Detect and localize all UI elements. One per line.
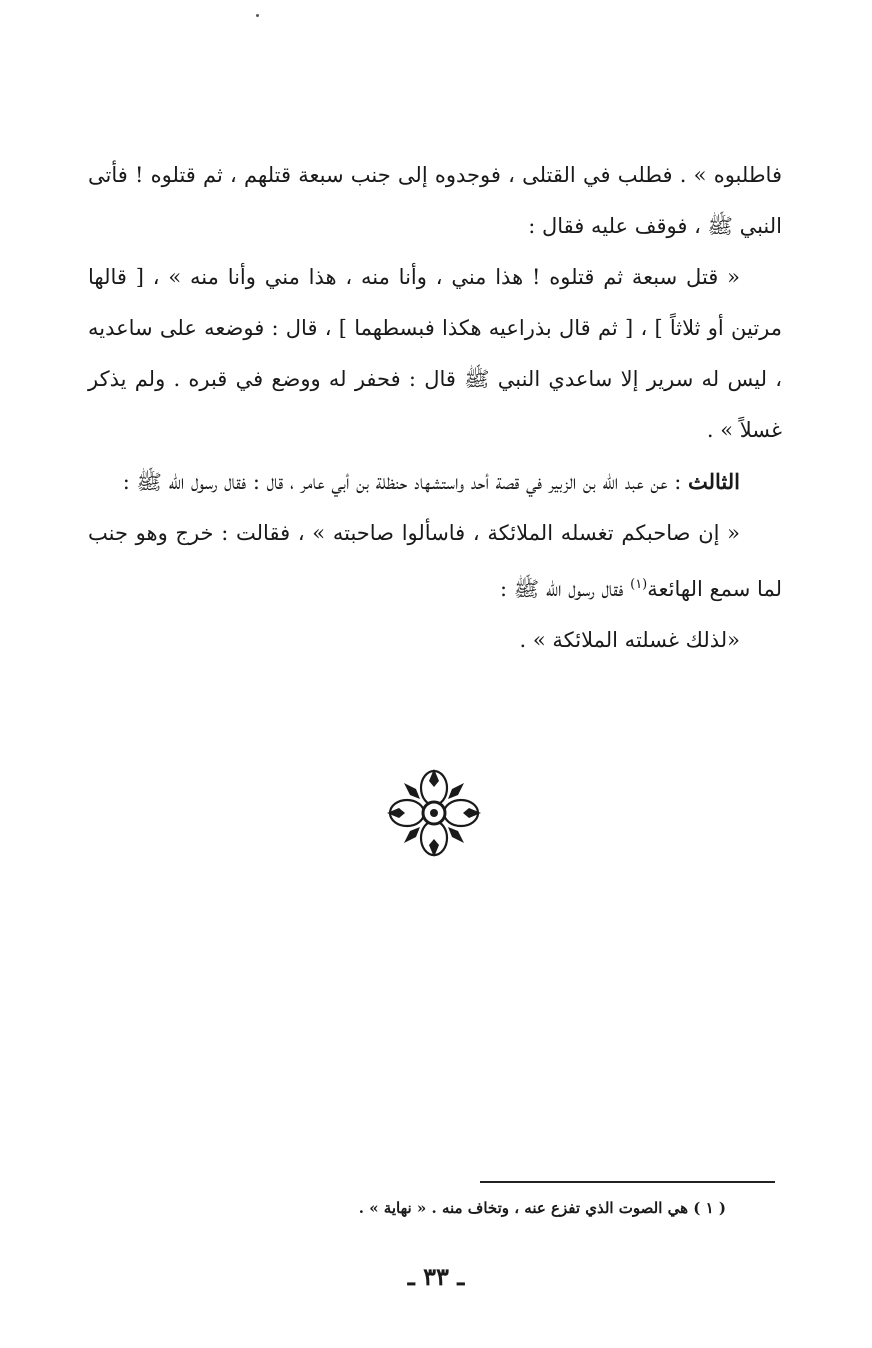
paragraph-3: [88, 456, 782, 508]
paragraph-5: «لذلك غسلته الملائكة » .: [519, 628, 740, 652]
floral-rosette-icon: [384, 766, 484, 860]
footnote-ref: (١): [630, 577, 648, 592]
quote-1: « إن صاحبكم تغسله الملائكة ، فاسألوا صاحبته » ، فقالت : خرج وهو جنب لما سمع الهائعة: [88, 521, 782, 601]
third-text: : عن عبد الله بن الزبير في قصة أحد واستشهاد حنظلة بن أبي عامر ، قال : فقال رسول الله ﷺ :: [122, 470, 682, 494]
third-label: الثالث: [688, 469, 740, 494]
quote-1-tail: فقال رسول الله ﷺ :: [500, 577, 631, 601]
paragraph-2: « قتل سبعة ثم قتلوه ! هذا مني ، وأنا منه ، هذا مني وأنا منه » ، [ قالها مرتين أو ثلاثاً ] ، [ ثم قال بذراعيه هكذا فبسطهما ] ، قال : فوضعه على ساعديه ، ليس له سرير إلا ساعدي النبي ﷺ قال : فحفر له ووضع في قبره . ولم يذكر غسلاً » .: [88, 265, 782, 442]
main-text: [88, 150, 782, 666]
scan-speck: [256, 14, 259, 17]
paragraph-1: فاطلبوه » . فطلب في القتلى ، فوجدوه إلى جنب سبعة قتلهم ، ثم قتلوه ! فأتى النبي ﷺ ، فوقف عليه فقال :: [88, 163, 782, 238]
paragraph-4: [88, 508, 782, 615]
footnote: ( ١ ) هي الصوت الذي تفزع عنه ، وتخاف منه . « نهاية » .: [358, 1199, 726, 1217]
page-number: ـ ٣٣ ـ: [407, 1262, 465, 1291]
footnote-divider: [480, 1181, 775, 1183]
